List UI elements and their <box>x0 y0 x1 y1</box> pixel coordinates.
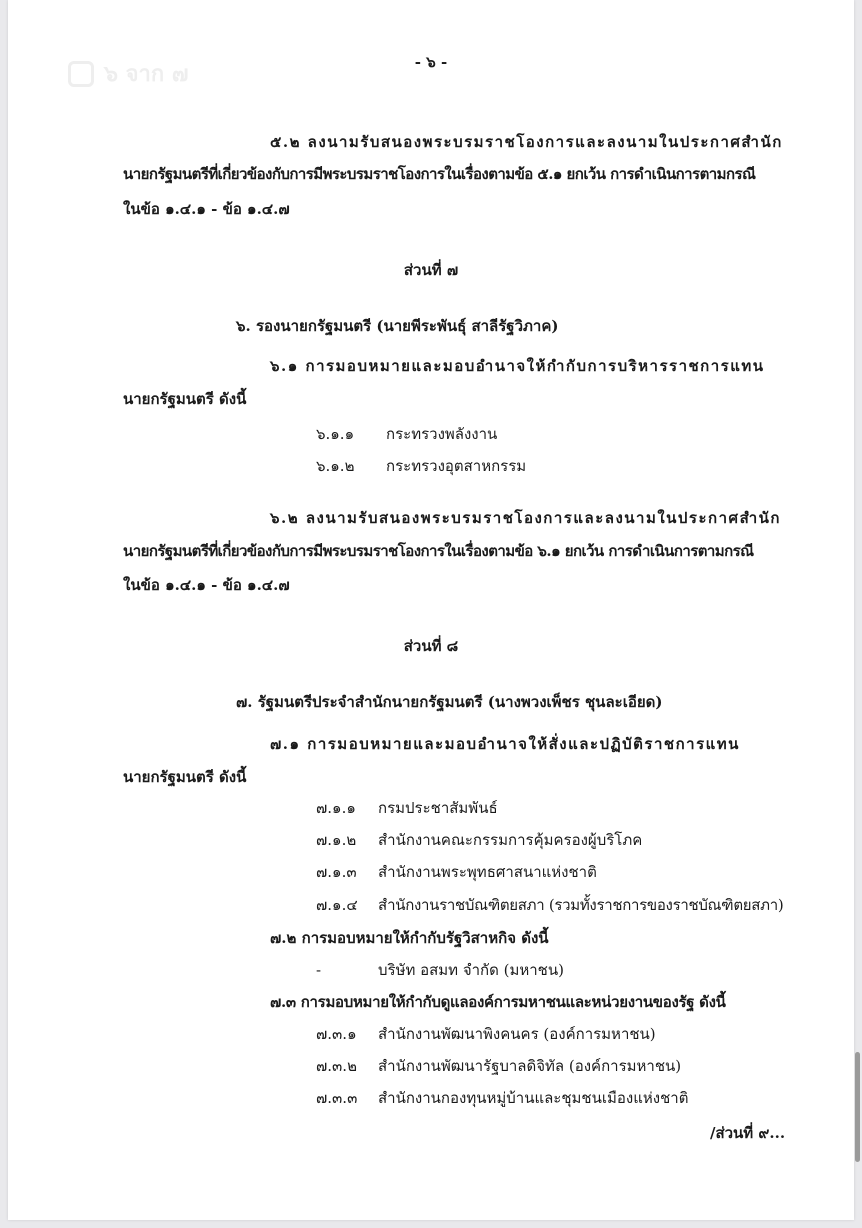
section-5-2-line-1: ๕.๒ ลงนามรับสนองพระบรมราชโองการและลงนามในประกาศสำนัก <box>270 133 783 151</box>
list-item-text: กระทรวงอุตสาหกรรม <box>386 457 527 475</box>
section-6-2-line-2: นายกรัฐมนตรีที่เกี่ยวข้องกับการมีพระบรมราชโองการในเรื่องตามข้อ ๖.๑ ยกเว้น การดำเนินการตามกรณี <box>123 542 754 560</box>
list-item-number: - <box>316 961 322 979</box>
section-7-1-line-2: นายกรัฐมนตรี ดังนี้ <box>123 768 247 786</box>
list-item-number: ๖.๑.๒ <box>316 457 355 475</box>
page-counter-text: ๖ จาก ๗ <box>104 62 189 87</box>
section-6-2-line-1: ๖.๒ ลงนามรับสนองพระบรมราชโองการและลงนามในประกาศสำนัก <box>270 509 781 527</box>
section-5-2-line-3: ในข้อ ๑.๔.๑ - ข้อ ๑.๔.๗ <box>123 200 290 218</box>
section-7-1-line-1: ๗.๑ การมอบหมายและมอบอำนาจให้สั่งและปฏิบัติราชการแทน <box>270 735 740 753</box>
list-item-text: สำนักงานพัฒนารัฐบาลดิจิทัล (องค์การมหาชน) <box>378 1057 682 1075</box>
scrollbar-thumb[interactable] <box>855 1052 860 1162</box>
page-number: - ๖ - <box>414 53 448 71</box>
part-8-official: ๗. รัฐมนตรีประจำสำนักนายกรัฐมนตรี (นางพวงเพ็ชร ชุนละเอียด) <box>236 693 663 711</box>
document-page <box>8 0 854 1220</box>
list-item-text: กระทรวงพลังงาน <box>386 425 498 443</box>
list-item-number: ๗.๑.๑ <box>316 799 356 817</box>
section-7-2-line: ๗.๒ การมอบหมายให้กำกับรัฐวิสาหกิจ ดังนี้ <box>270 929 549 947</box>
list-item-text: สำนักงานพระพุทธศาสนาแห่งชาติ <box>378 863 597 881</box>
list-item-text: สำนักงานราชบัณฑิตยสภา (รวมทั้งราชการของราชบัณฑิตยสภา) <box>378 896 784 914</box>
part-7-official: ๖. รองนายกรัฐมนตรี (นายพีระพันธุ์ สาลีรัฐวิภาค) <box>236 317 559 335</box>
continuation-note: /ส่วนที่ ๙... <box>710 1124 786 1142</box>
list-item-number: ๗.๓.๓ <box>316 1089 358 1107</box>
section-6-2-line-3: ในข้อ ๑.๔.๑ - ข้อ ๑.๔.๗ <box>123 576 290 594</box>
list-item-text: บริษัท อสมท จำกัด (มหาชน) <box>378 961 564 979</box>
section-6-1-line-1: ๖.๑ การมอบหมายและมอบอำนาจให้กำกับการบริหารราชการแทน <box>270 357 765 375</box>
list-item-number: ๗.๓.๑ <box>316 1025 357 1043</box>
section-6-1-line-2: นายกรัฐมนตรี ดังนี้ <box>123 390 247 408</box>
list-item-text: กรมประชาสัมพันธ์ <box>378 799 498 817</box>
list-item-text: สำนักงานคณะกรรมการคุ้มครองผู้บริโภค <box>378 831 643 849</box>
part-8-heading: ส่วนที่ ๘ <box>403 637 459 655</box>
list-item-text: สำนักงานกองทุนหมู่บ้านและชุมชนเมืองแห่งชาติ <box>378 1089 689 1107</box>
list-item-number: ๗.๑.๓ <box>316 863 357 881</box>
list-item-number: ๗.๑.๒ <box>316 831 357 849</box>
list-item-number: ๖.๑.๑ <box>316 425 355 443</box>
list-item-number: ๗.๓.๒ <box>316 1057 357 1075</box>
list-item-number: ๗.๑.๔ <box>316 896 358 914</box>
section-5-2-line-2: นายกรัฐมนตรีที่เกี่ยวข้องกับการมีพระบรมราชโองการในเรื่องตามข้อ ๕.๑ ยกเว้น การดำเนินการตามกรณี <box>123 165 756 183</box>
section-7-3-line: ๗.๓ การมอบหมายให้กำกับดูแลองค์การมหาชนและหน่วยงานของรัฐ ดังนี้ <box>270 993 726 1011</box>
list-item-text: สำนักงานพัฒนาพิงคนคร (องค์การมหาชน) <box>378 1025 656 1043</box>
part-7-heading: ส่วนที่ ๗ <box>403 261 459 279</box>
